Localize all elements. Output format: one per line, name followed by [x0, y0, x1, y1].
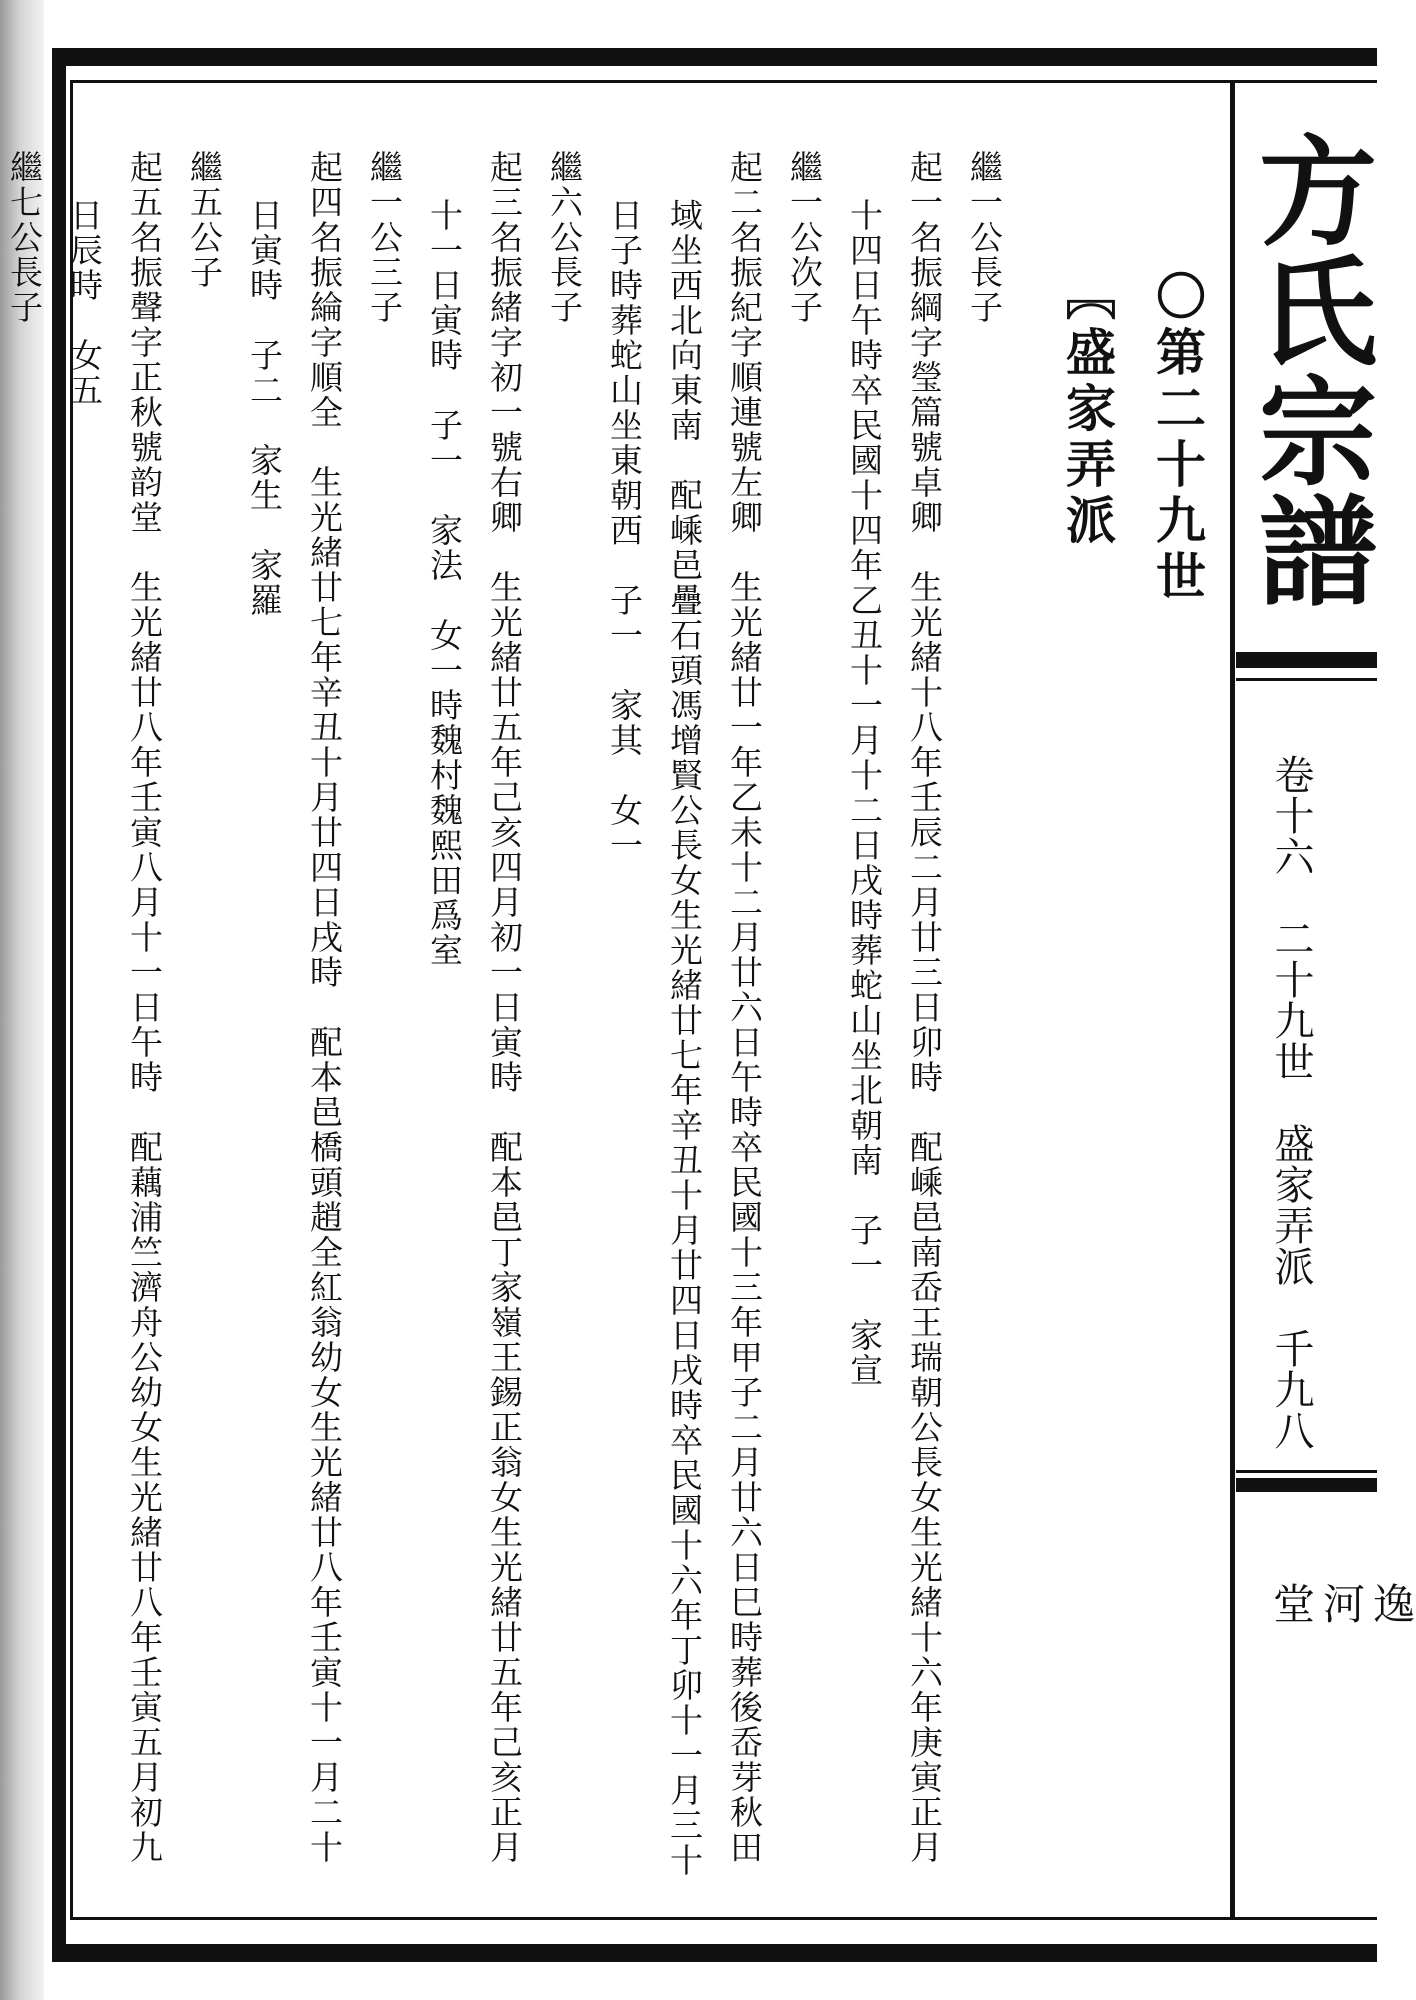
entry-col-9: 起三名振緒字初一號右卿 生光緒廿五年己亥四月初一日寅時 配本邑丁家嶺王錫正翁女生光緒廿五年己亥正月: [485, 150, 524, 1865]
header-band-top: [1236, 652, 1377, 668]
book-title: 方氏宗譜: [1239, 130, 1378, 610]
entry-col-8: 繼六公長子: [545, 150, 584, 325]
header-divider: [1230, 82, 1235, 1918]
entry-col-6: 域坐西北向東南 配嵊邑疊石頭馮增賢公長女生光緒廿七年辛丑十月廿四日戌時卒民國十六年丁卯十一月三十: [665, 198, 704, 1878]
entry-col-12: 起四名振綸字順全 生光緒廿七年辛丑十月廿四日戌時 配本邑橋頭趙全紅翁幼女生光緒廿八年壬寅十一月二十: [305, 150, 344, 1865]
branch-heading: 〖盛家弄派: [1058, 270, 1117, 550]
entry-col-7: 日子時葬蛇山坐東朝西 子一 家其 女一: [605, 198, 644, 863]
header-rule-bottom: [1236, 1470, 1377, 1473]
entry-col-16: 日辰時 女五: [65, 198, 104, 408]
entry-col-10: 十一日寅時 子一 家法 女一時魏村魏熙田爲室: [425, 198, 464, 968]
entry-col-15: 起五名振聲字正秋號韵堂 生光緒廿八年壬寅八月十一日午時 配藕浦竺濟舟公幼女生光緒廿八年壬寅五月初九: [125, 150, 164, 1865]
entry-col-13: 日寅時 子二 家生 家羅: [245, 198, 284, 618]
hall-char-2: 河: [1317, 1582, 1366, 1624]
header-band-bottom: [1236, 1478, 1377, 1492]
header-rule-top: [1236, 678, 1377, 681]
entry-col-17: 繼七公長子: [5, 150, 44, 325]
hall-char-3: 堂: [1267, 1582, 1316, 1624]
hall-name: [1266, 1582, 1416, 1714]
entry-col-2: 起一名振綱字瑩篇號卓卿 生光緒十八年壬辰二月廿三日卯時 配嵊邑南岙王瑞朝公長女生光緒十六年庚寅正月: [905, 150, 944, 1865]
entry-col-3: 十四日午時卒民國十四年乙丑十一月十二日戌時葬蛇山坐北朝南 子一 家宣: [845, 198, 884, 1388]
entry-col-5: 起二名振紀字順連號左卿 生光緒廿一年乙未十二月廿六日午時卒民國十三年甲子二月廿六日巳時葬後岙芽秋田: [725, 150, 764, 1865]
genealogy-body: [5, 150, 1222, 1910]
generation-heading: 〇第二十九世: [1148, 270, 1207, 606]
entry-col-11: 繼一公三子: [365, 150, 404, 325]
entry-col-14: 繼五公子: [185, 150, 224, 290]
hall-char-1: 逸: [1367, 1582, 1416, 1624]
volume-info: 卷十六 二十九世 盛家弄派 千九八: [1268, 754, 1314, 1451]
entry-col-4: 繼一公次子: [785, 150, 824, 325]
entry-col-1: 繼一公長子: [965, 150, 1004, 325]
running-header: [1236, 82, 1416, 1918]
